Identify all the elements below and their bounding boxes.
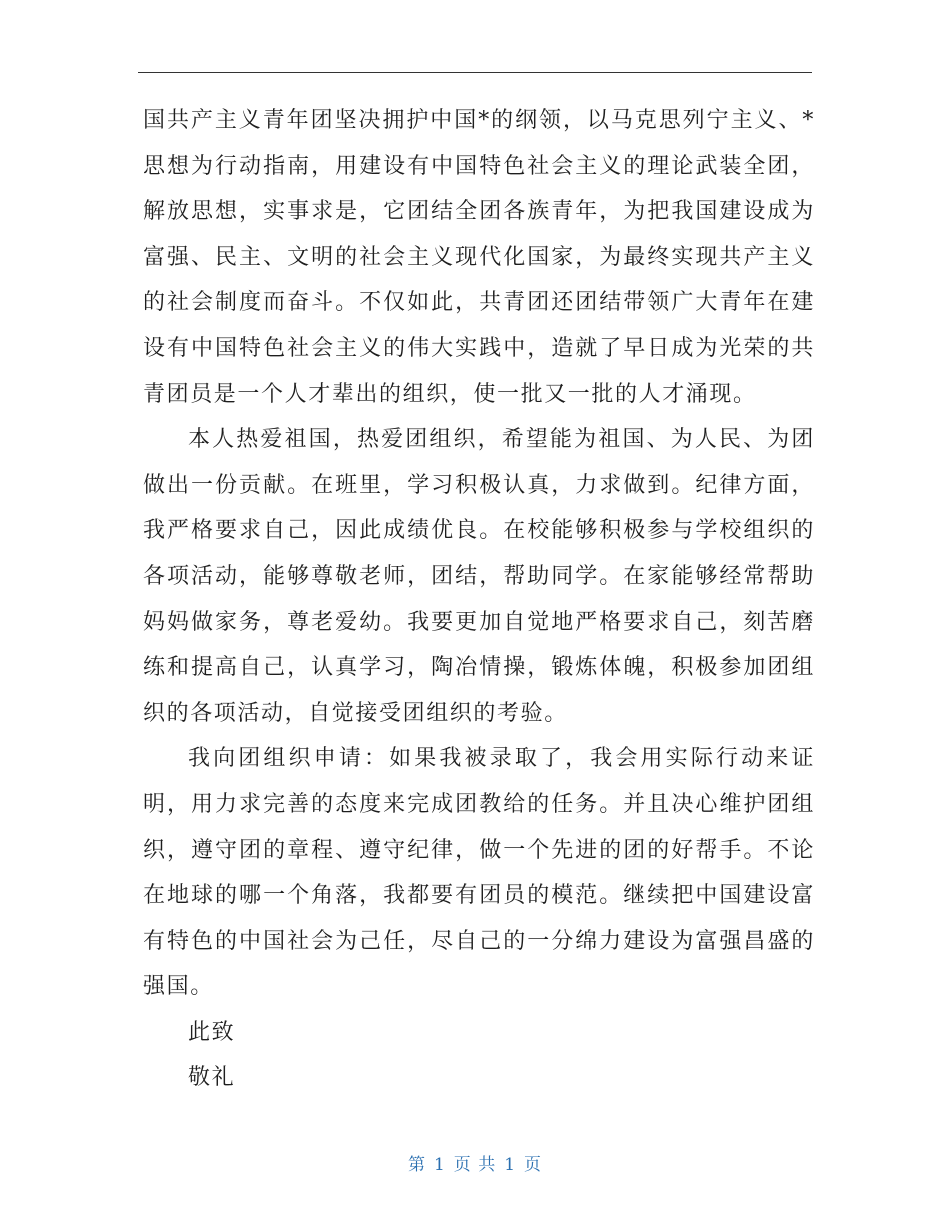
- closing-regards: 敬礼: [188, 1065, 236, 1091]
- document-body: [143, 98, 815, 1101]
- header-rule: [138, 72, 812, 73]
- footer-middle: 页 共: [453, 1155, 497, 1175]
- paragraph-application: 我向团组织申请：如果我被录取了，我会用实际行动来证明，用力求完善的态度来完成团教给的任务。并且决心维护团组织，遵守团的章程、遵守纪律，做一个先进的团的好帮手。不论在地球的哪一个角落，我都要有团员的模范。继续把中国建设富有特色的中国社会为己任，尽自己的一分绵力建设为富强昌盛的强国。: [143, 746, 815, 1000]
- footer-suffix: 页: [524, 1155, 543, 1175]
- footer-page-number: 1: [433, 1155, 446, 1175]
- paragraph-continued: 国共产主义青年团坚决拥护中国*的纲领，以马克思列宁主义、*思想为行动指南，用建设有中国特色社会主义的理论武装全团，解放思想，实事求是，它团结全团各族青年，为把我国建设成为富强、民主、文明的社会主义现代化国家，为最终实现共产主义的社会制度而奋斗。不仅如此，共青团还团结带领广大青年在建设有中国特色社会主义的伟大实践中，造就了早日成为光荣的共青团员是一个人才辈出的组织，使一批又一批的人才涌现。: [143, 108, 815, 407]
- footer-prefix: 第: [407, 1155, 426, 1175]
- closing-salutation: 此致: [188, 1019, 236, 1045]
- footer-total-pages: 1: [504, 1155, 517, 1175]
- paragraph-self-description: 本人热爱祖国，热爱团组织，希望能为祖国、为人民、为团做出一份贡献。在班里，学习积极认真，力求做到。纪律方面，我严格要求自己，因此成绩优良。在校能够积极参与学校组织的各项活动，能够尊敬老师，团结，帮助同学。在家能够经常帮助妈妈做家务，尊老爱幼。我要更加自觉地严格要求自己，刻苦磨练和提高自己，认真学习，陶冶情操，锻炼体魄，积极参加团组织的各项活动，自觉接受团组织的考验。: [143, 427, 815, 726]
- page-footer: [0, 1150, 950, 1175]
